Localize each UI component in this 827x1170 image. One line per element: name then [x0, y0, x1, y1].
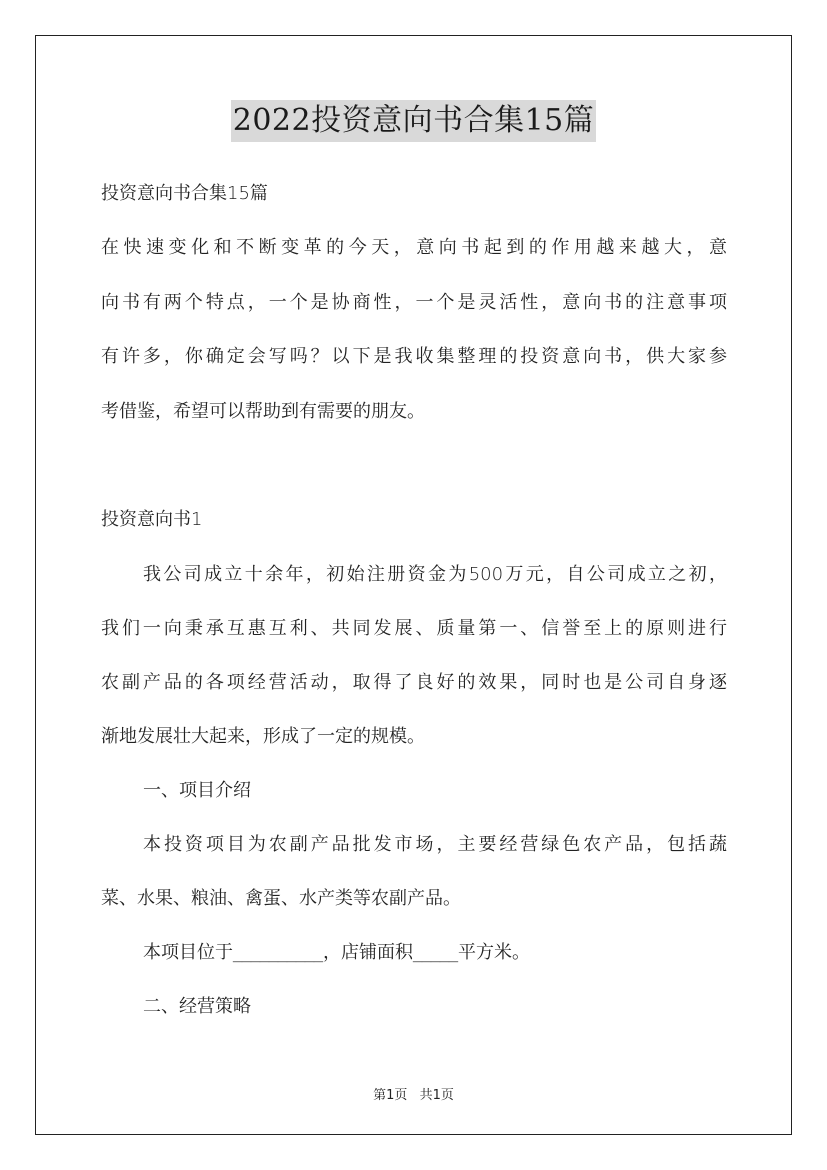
document-title: 2022投资意向书合集15篇 [231, 100, 597, 142]
section1-line-1: 我公司成立十余年，初始注册资金为500万元，自公司成立之初， [143, 564, 727, 585]
intro-line-2: 向书有两个特点，一个是协商性，一个是灵活性，意向书的注意事项 [101, 292, 727, 313]
section1-line-4: 渐地发展壮大起来，形成了一定的规模。 [101, 726, 425, 747]
page-total: 共1页 [419, 1088, 454, 1103]
intro-line-1: 在快速变化和不断变革的今天，意向书起到的作用越来越大，意 [101, 237, 727, 258]
item1-heading: 一、项目介绍 [143, 780, 251, 801]
item1-line-2: 菜、水果、粮油、禽蛋、水产类等农副产品。 [101, 888, 461, 909]
intro-line-4: 考借鉴，希望可以帮助到有需要的朋友。 [101, 401, 425, 422]
location-line: 本项目位于__________，店铺面积_____平方米。 [143, 942, 530, 963]
item1-line-1: 本投资项目为农副产品批发市场，主要经营绿色农产品，包括蔬 [143, 834, 727, 855]
item2-heading: 二、经营策略 [143, 996, 251, 1017]
section1-heading: 投资意向书1 [101, 509, 203, 530]
section1-line-2: 我们一向秉承互惠互利、共同发展、质量第一、信誉至上的原则进行 [101, 618, 727, 639]
page-footer [0, 1084, 827, 1103]
page-current: 第1页 [373, 1088, 408, 1103]
title-container [0, 100, 827, 142]
section1-line-3: 农副产品的各项经营活动，取得了良好的效果，同时也是公司自身逐 [101, 672, 727, 693]
intro-line-3: 有许多，你确定会写吗？以下是我收集整理的投资意向书，供大家参 [101, 346, 727, 367]
document-subtitle: 投资意向书合集15篇 [101, 183, 268, 204]
